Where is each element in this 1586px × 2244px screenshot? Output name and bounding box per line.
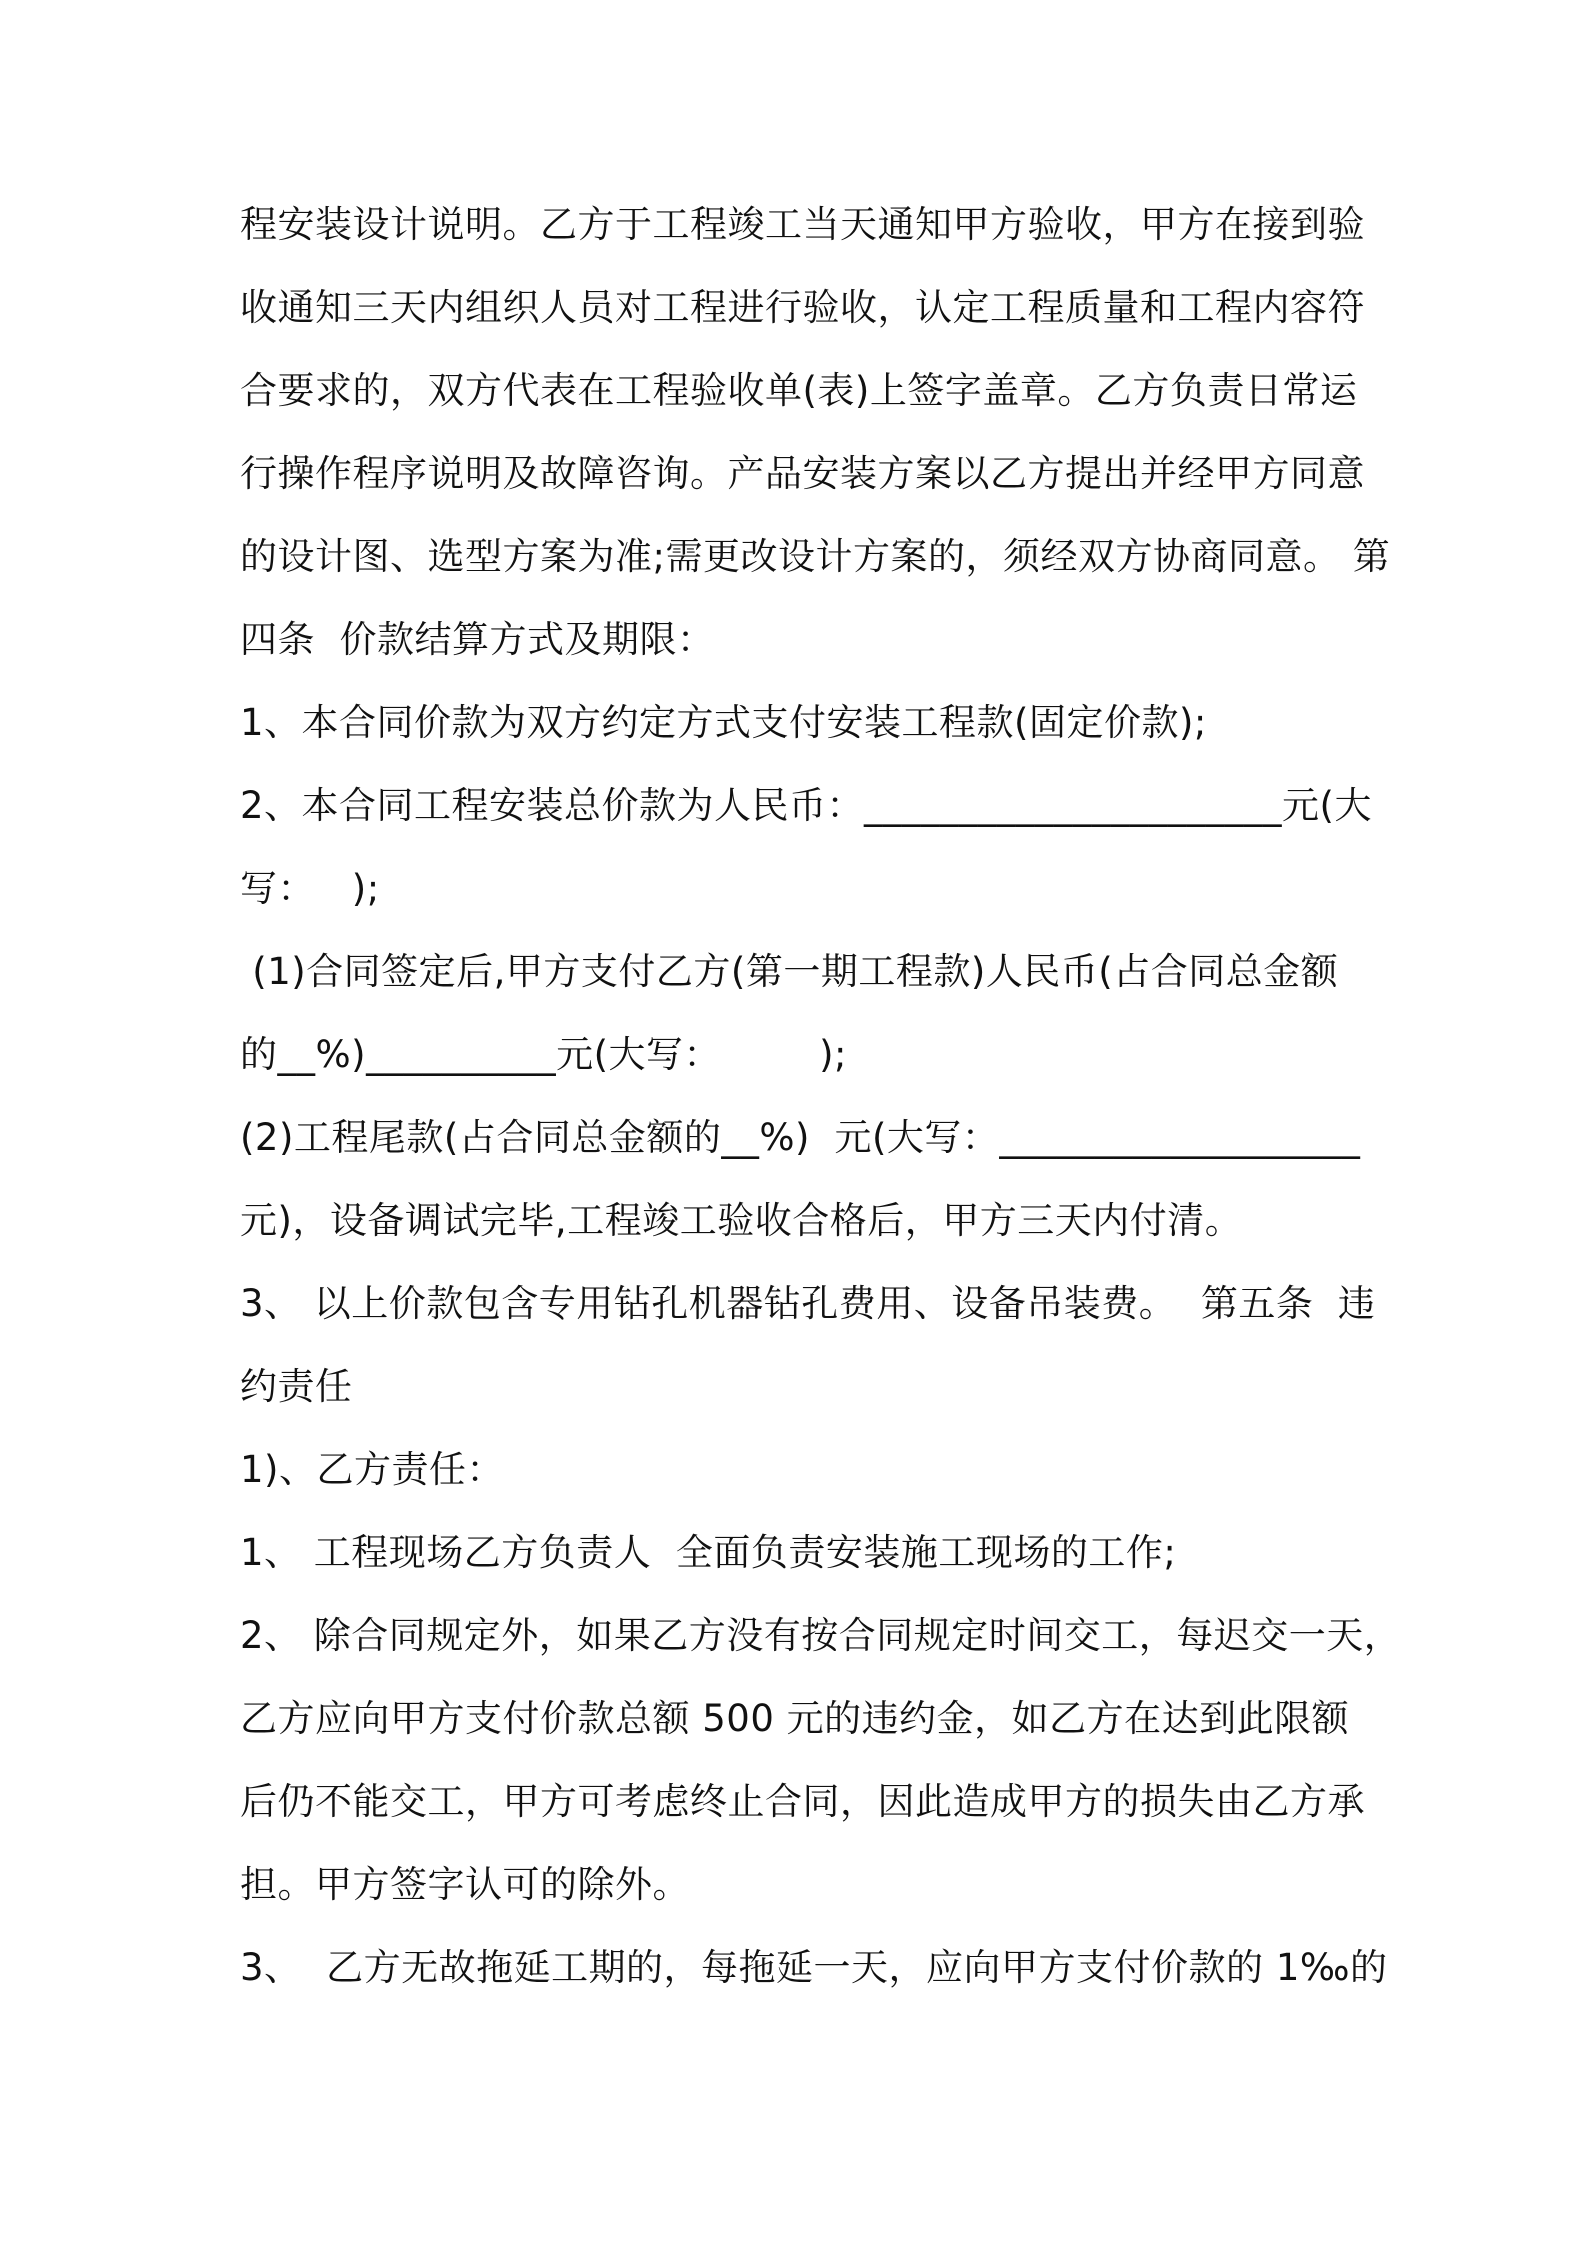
text-line: (1)合同签定后,甲方支付乙方(第一期工程款)人民币(占合同总金额 bbox=[240, 950, 1339, 993]
section-heading: 四条 价款结算方式及期限： bbox=[240, 618, 715, 661]
text-line: 写： ); bbox=[240, 867, 380, 910]
text-line: 2、 除合同规定外，如果乙方没有按合同规定时间交工，每迟交一天， bbox=[240, 1614, 1402, 1657]
text-line: 1)、乙方责任： bbox=[240, 1448, 504, 1491]
text-line: 行操作程序说明及故障咨询。产品安装方案以乙方提出并经甲方同意 bbox=[240, 452, 1365, 495]
text-line: 乙方应向甲方支付价款总额 500 元的违约金，如乙方在达到此限额 bbox=[240, 1697, 1350, 1740]
text-line: 元)，设备调试完毕,工程竣工验收合格后，甲方三天内付清。 bbox=[240, 1199, 1243, 1242]
text-line: 1、 工程现场乙方负责人 全面负责安装施工现场的工作; bbox=[240, 1531, 1177, 1574]
text-line: 1、本合同价款为双方约定方式支付安装工程款(固定价款); bbox=[240, 701, 1207, 744]
text-line: 的设计图、选型方案为准;需更改设计方案的，须经双方协商同意。 第 bbox=[240, 535, 1391, 578]
text-line: 后仍不能交工，甲方可考虑终止合同，因此造成甲方的损失由乙方承 bbox=[240, 1780, 1365, 1823]
text-line: (2)工程尾款(占合同总金额的__%) 元(大写：___________________ bbox=[240, 1116, 1361, 1159]
text-line: 收通知三天内组织人员对工程进行验收，认定工程质量和工程内容符 bbox=[240, 286, 1365, 329]
text-line: 3、 以上价款包含专用钻孔机器钻孔费用、设备吊装费。 第五条 违 bbox=[240, 1282, 1376, 1325]
text-line: 担。甲方签字认可的除外。 bbox=[240, 1863, 690, 1906]
text-line: 的__%)__________元(大写： ); bbox=[240, 1033, 848, 1076]
text-line: 合要求的，双方代表在工程验收单(表)上签字盖章。乙方负责日常运 bbox=[240, 369, 1358, 412]
text-line: 2、本合同工程安装总价款为人民币：______________________元(大 bbox=[240, 784, 1372, 827]
text-line: 程安装设计说明。乙方于工程竣工当天通知甲方验收，甲方在接到验 bbox=[240, 203, 1365, 246]
text-line: 3、 乙方无故拖延工期的，每拖延一天，应向甲方支付价款的 1‰的 bbox=[240, 1946, 1388, 1989]
text-line: 约责任 bbox=[240, 1365, 353, 1408]
